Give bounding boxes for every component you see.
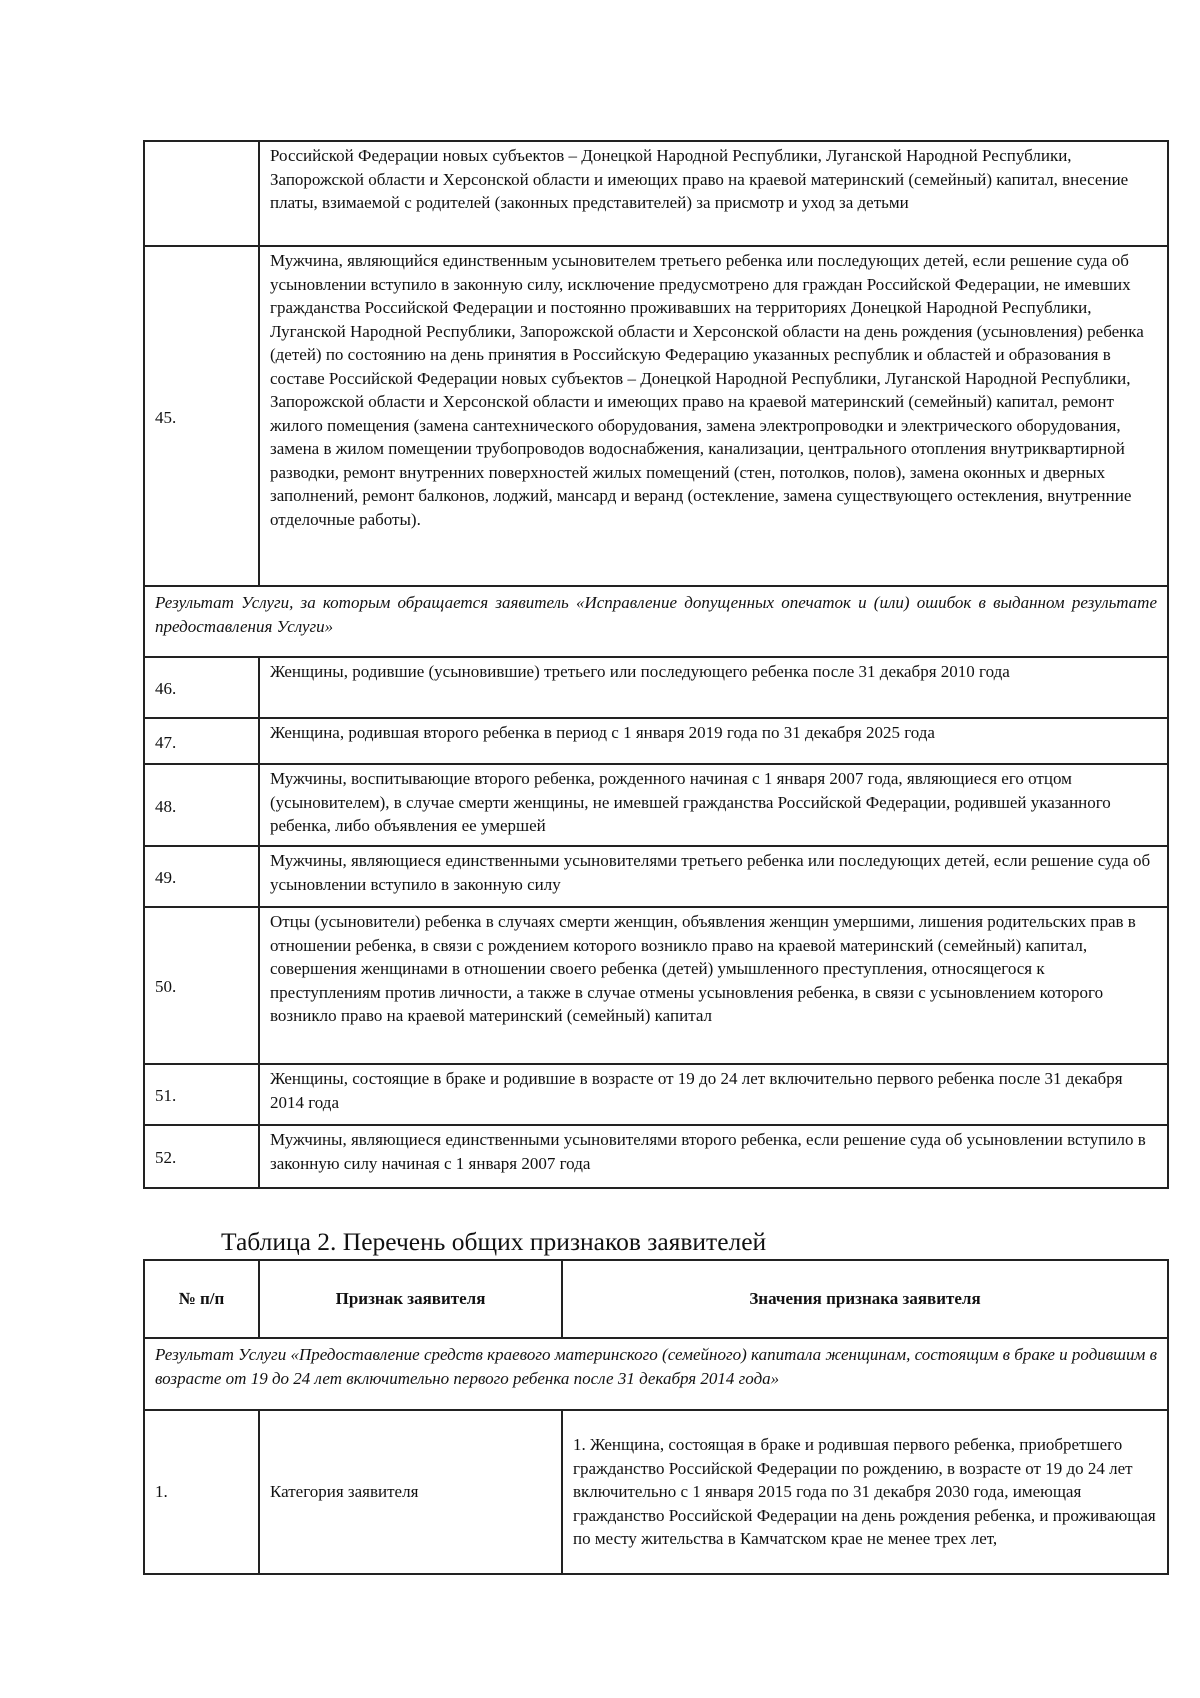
- row-attribute: Категория заявителя: [259, 1410, 562, 1574]
- row-number: [144, 907, 259, 1064]
- applicant-table-continued: [143, 140, 1169, 1189]
- table-row: [144, 246, 1168, 586]
- table-row: [144, 764, 1168, 846]
- row-number: [144, 846, 259, 907]
- column-header-attribute: Признак заявителя: [259, 1260, 562, 1338]
- row-number-label: 47.: [155, 732, 177, 752]
- table-2-title: Таблица 2. Перечень общих признаков заявителей: [221, 1227, 767, 1256]
- row-number: [144, 764, 259, 846]
- general-attributes-table: [143, 1259, 1169, 1575]
- row-number: [144, 1125, 259, 1188]
- row-text: Отцы (усыновители) ребенка в случаях смерти женщин, объявления женщин умершими, лишения родительских прав в отношении ребенка, в связи с рождением которого возникло право на краевой материнский (семейный) капитал, совершения женщинами в отношении своего ребенка (детей) умышленного преступления, относящегося к преступлениям против личности, а также в случае отмены усыновления ребенка, в связи с усыновлением которого возникло право на краевой материнский (семейный) капитал: [259, 907, 1168, 1064]
- table-header-row: [144, 1260, 1168, 1338]
- row-text: Российской Федерации новых субъектов – Донецкой Народной Республики, Луганской Народной Республики, Запорожской области и Херсонской области и имеющих право на краевой материнский (семейный) капитал, внесение платы, взимаемой с родителей (законных представителей) за присмотр и уход за детьми: [259, 141, 1168, 246]
- row-value: 1. Женщина, состоящая в браке и родившая первого ребенка, приобретшего гражданство Российской Федерации по рождению, в возрасте от 19 до 24 лет включительно с 1 января 2015 года по 31 декабря 2030 года, имеющая гражданство Российской Федерации на день рождения ребенка, и проживающая по месту жительства в Камчатском крае не менее трех лет,: [562, 1410, 1168, 1574]
- row-text: Женщины, родившие (усыновившие) третьего или последующего ребенка после 31 декабря 2010 года: [259, 657, 1168, 718]
- row-text: Женщины, состоящие в браке и родившие в возрасте от 19 до 24 лет включительно первого ребенка после 31 декабря 2014 года: [259, 1064, 1168, 1125]
- row-number: 1.: [144, 1410, 259, 1574]
- table-row: [144, 907, 1168, 1064]
- section-row: [144, 1338, 1168, 1410]
- table-row: [144, 1410, 1168, 1574]
- row-text: Мужчины, воспитывающие второго ребенка, рожденного начиная с 1 января 2007 года, являющиеся его отцом (усыновителем), в случае смерти женщины, не имевшей гражданства Российской Федерации, родившей указанного ребенка, либо объявления ее умершей: [259, 764, 1168, 846]
- row-number-label: 46.: [155, 679, 177, 699]
- table-row: [144, 141, 1168, 246]
- row-number: [144, 141, 259, 246]
- row-number: [144, 657, 259, 718]
- column-header-value: Значения признака заявителя: [562, 1260, 1168, 1338]
- row-text: Мужчины, являющиеся единственными усыновителями третьего ребенка или последующих детей, если решение суда об усыновлении вступило в законную силу: [259, 846, 1168, 907]
- row-number-label: 49.: [155, 868, 177, 888]
- column-header-number: № п/п: [144, 1260, 259, 1338]
- row-text: Мужчины, являющиеся единственными усыновителями второго ребенка, если решение суда об усыновлении вступило в законную силу начиная с 1 января 2007 года: [259, 1125, 1168, 1188]
- table-row: [144, 657, 1168, 718]
- table-row: [144, 1125, 1168, 1188]
- row-number-label: 52.: [155, 1148, 177, 1168]
- row-number-label: 45.: [155, 407, 177, 427]
- row-number-label: 51.: [155, 1086, 177, 1106]
- section-title: Результат Услуги «Предоставление средств краевого материнского (семейного) капитала женщинам, состоящим в браке и родившим в возрасте от 19 до 24 лет включительно первого ребенка после 31 декабря 2014 года»: [144, 1338, 1168, 1410]
- row-number-label: 50.: [155, 977, 177, 997]
- document-page: [143, 140, 1167, 1575]
- section-title: Результат Услуги, за которым обращается заявитель «Исправление допущенных опечаток и (или) ошибок в выданном результате предоставления Услуги»: [144, 586, 1168, 657]
- row-text: Женщина, родившая второго ребенка в период с 1 января 2019 года по 31 декабря 2025 года: [259, 718, 1168, 764]
- row-number: [144, 246, 259, 586]
- row-number: [144, 718, 259, 764]
- table-row: [144, 1064, 1168, 1125]
- table-row: [144, 846, 1168, 907]
- table-row: [144, 718, 1168, 764]
- section-row: [144, 586, 1168, 657]
- row-text: Мужчина, являющийся единственным усыновителем третьего ребенка или последующих детей, если решение суда об усыновлении вступило в законную силу, исключение предусмотрено для граждан Российской Федерации, не имевших гражданства Российской Федерации и постоянно проживавших на территориях Донецкой Народной Республики, Луганской Народной Республики, Запорожской области и Херсонской области на день рождения (усыновления) ребенка (детей) по состоянию на день принятия в Российскую Федерацию указанных республик и областей и образования в составе Российской Федерации новых субъектов – Донецкой Народной Республики, Луганской Народной Республики, Запорожской области и Херсонской области и имеющих право на краевой материнский (семейный) капитал, ремонт жилого помещения (замена сантехнического оборудования, замена электропроводки и электрического оборудования, замена в жилом помещении трубопроводов водоснабжения, канализации, центрального отопления внутриквартирной разводки, ремонт внутренних поверхностей жилых помещений (стен, потолков, полов), замена оконных и дверных заполнений, ремонт балконов, лоджий, мансард и веранд (остекление, замена существующего остекления, внутренние отделочные работы).: [259, 246, 1168, 586]
- row-number-label: 48.: [155, 796, 177, 816]
- row-number: [144, 1064, 259, 1125]
